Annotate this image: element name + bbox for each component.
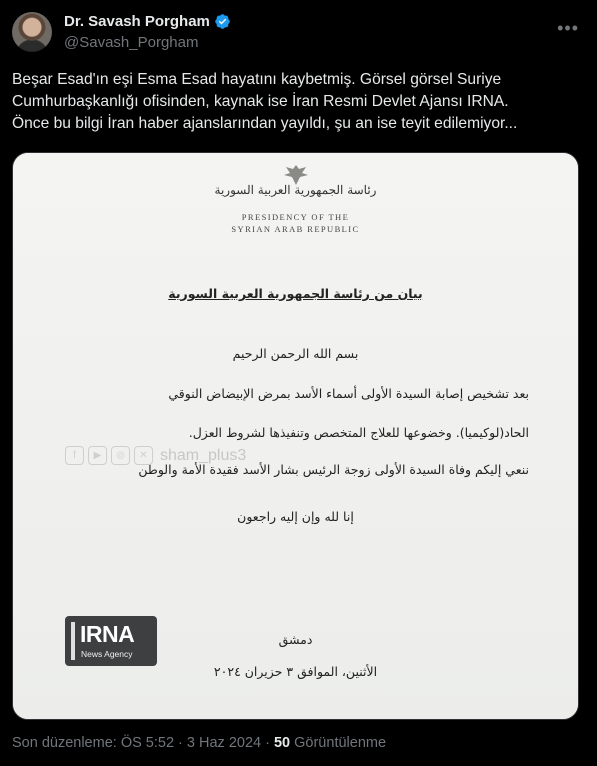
author-info <box>64 13 231 51</box>
signature-date: الأثنين، الموافق ٣ حزيران ٢٠٢٤ <box>213 664 378 679</box>
instagram-icon: ◎ <box>111 446 130 465</box>
youtube-icon: ▶ <box>88 446 107 465</box>
document-image <box>13 153 578 719</box>
edited-timestamp[interactable]: Son düzenleme: ÖS 5:52 · 3 Haz 2024 · <box>12 735 270 751</box>
basmala: بسم الله الرحمن الرحيم <box>232 346 359 361</box>
statement-line-2: الحاد(لوكيميا). وخضوعها للعلاج المتخصص وتنفيذها لشروط العزل. <box>188 425 529 440</box>
author-display-name[interactable]: Dr. Savash Porgham <box>64 13 210 30</box>
verified-badge-icon <box>214 13 231 30</box>
irna-logo: IRNA News Agency <box>65 616 157 666</box>
x-icon: ✕ <box>134 446 153 465</box>
statement-line-3: ننعي إليكم وفاة السيدة الأولى زوجة الرئيس بشار الأسد فقيدة الأمة والوطن <box>138 462 529 477</box>
tweet-text: Beşar Esad'ın eşi Esma Esad hayatını kaybetmiş. Görsel görsel Suriye Cumhurbaşkanlığı ofisinden, kaynak ise İran Resmi Devlet Ajansı IRNA. Önce bu bilgi İran haber ajanslarından yayıldı, şu an ise teyit edilemiyor... <box>12 71 518 132</box>
author-handle[interactable]: @Savash_Porgham <box>64 34 199 51</box>
arabic-header: رئاسة الجمهورية العربية السورية <box>214 183 377 197</box>
english-header-line1: PRESIDENCY OF THE <box>241 212 350 222</box>
watermark <box>65 446 246 465</box>
views-label: Görüntülenme <box>294 735 387 751</box>
views-count: 50 <box>273 735 291 751</box>
statement-heading: بيان من رئاسة الجمهورية العربية السورية <box>168 286 423 301</box>
tweet-footer <box>12 735 386 751</box>
avatar[interactable] <box>12 12 52 52</box>
watermark-text: sham_plus3 <box>160 446 247 464</box>
english-header-line2: SYRIAN ARAB REPUBLIC <box>231 224 360 234</box>
statement-line-1: بعد تشخيص إصابة السيدة الأولى أسماء الأسد بمرض الإبيضاض النوقي <box>168 386 529 401</box>
facebook-icon: f <box>65 446 84 465</box>
statement-closing: إنا لله وإن إليه راجعون <box>237 509 354 524</box>
tweet-header <box>12 12 585 56</box>
more-options-icon[interactable]: ••• <box>557 18 579 38</box>
tweet-media-image[interactable] <box>12 152 579 720</box>
signature-city: دمشق <box>278 632 313 647</box>
